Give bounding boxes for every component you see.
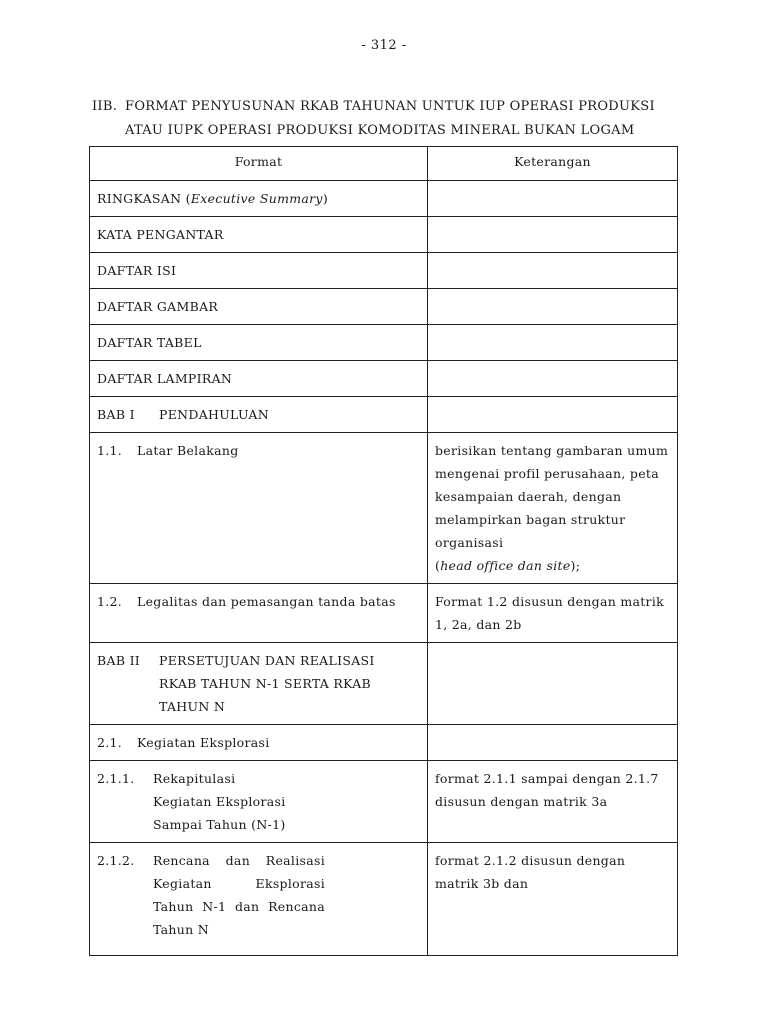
- table-row: [90, 181, 678, 217]
- row-daftar-gambar: DAFTAR GAMBAR: [90, 289, 428, 325]
- bab-title: PENDAHULUAN: [159, 407, 269, 422]
- section-heading: [92, 95, 692, 143]
- item-title: Rencana dan Realisasi Kegiatan Eksplorasi Tahun N-1 dan Rencana Tahun N: [153, 853, 325, 937]
- heading-line-2: ATAU IUPK OPERASI PRODUKSI KOMODITAS MINERAL BUKAN LOGAM: [125, 123, 635, 138]
- row-1-2: [90, 584, 428, 643]
- row-keterangan-empty: [428, 325, 678, 361]
- table-row: [90, 361, 678, 397]
- row-1-1: [90, 433, 428, 584]
- rkab-format-table: [89, 146, 678, 956]
- row-2-1: [90, 725, 428, 761]
- item-title: Rekapitulasi Kegiatan Eksplorasi Sampai Tahun (N-1): [153, 771, 286, 832]
- row-1-2-keterangan: Format 1.2 disusun dengan matrik 1, 2a, dan 2b: [428, 584, 678, 643]
- row-1-1-keterangan: berisikan tentang gambaran umum mengenai profil perusahaan, peta kesampaian daerah, dengan melampirkan bagan struktur organisasi (head office dan site);: [428, 433, 678, 584]
- table-row: [90, 289, 678, 325]
- table-row: [90, 761, 678, 843]
- table-row: [90, 253, 678, 289]
- row-keterangan-empty: [428, 253, 678, 289]
- bab-number: BAB I: [97, 407, 135, 422]
- row-daftar-lampiran: DAFTAR LAMPIRAN: [90, 361, 428, 397]
- row-bab-1: [90, 397, 428, 433]
- table-row: [90, 325, 678, 361]
- row-ringkasan: RINGKASAN (Executive Summary): [90, 181, 428, 217]
- row-keterangan-empty: [428, 181, 678, 217]
- header-keterangan: Keterangan: [428, 147, 678, 181]
- table-row: [90, 643, 678, 725]
- row-bab-2: [90, 643, 428, 725]
- header-format: Format: [90, 147, 428, 181]
- table-row: [90, 217, 678, 253]
- item-number: 2.1.2.: [97, 853, 135, 868]
- item-title: Latar Belakang: [137, 443, 239, 458]
- table-row: [90, 843, 678, 956]
- row-kata-pengantar: KATA PENGANTAR: [90, 217, 428, 253]
- table-row: [90, 584, 678, 643]
- table-header-row: [90, 147, 678, 181]
- table-row: [90, 397, 678, 433]
- item-title: Legalitas dan pemasangan tanda batas: [137, 594, 396, 609]
- section-number: IIB.: [92, 99, 118, 114]
- bab-number: BAB II: [97, 653, 141, 668]
- item-number: 2.1.1.: [97, 771, 135, 786]
- page-number: - 312 -: [361, 38, 407, 53]
- heading-line-1: FORMAT PENYUSUNAN RKAB TAHUNAN UNTUK IUP OPERASI PRODUKSI: [125, 99, 655, 114]
- row-2-1-1-keterangan: format 2.1.1 sampai dengan 2.1.7 disusun dengan matrik 3a: [428, 761, 678, 843]
- table-row: [90, 725, 678, 761]
- row-2-1-2: [90, 843, 428, 956]
- row-keterangan-empty: [428, 217, 678, 253]
- row-keterangan-empty: [428, 725, 678, 761]
- bab-title: PERSETUJUAN DAN REALISASI RKAB TAHUN N-1 SERTA RKAB TAHUN N: [159, 653, 375, 714]
- item-number: 1.1.: [97, 443, 123, 458]
- row-keterangan-empty: [428, 361, 678, 397]
- item-title: Kegiatan Eksplorasi: [137, 735, 270, 750]
- row-keterangan-empty: [428, 643, 678, 725]
- row-keterangan-empty: [428, 289, 678, 325]
- item-number: 1.2.: [97, 594, 123, 609]
- row-daftar-isi: DAFTAR ISI: [90, 253, 428, 289]
- row-2-1-2-keterangan: format 2.1.2 disusun dengan matrik 3b dan: [428, 843, 678, 956]
- item-number: 2.1.: [97, 735, 123, 750]
- row-keterangan-empty: [428, 397, 678, 433]
- table-row: [90, 433, 678, 584]
- row-daftar-tabel: DAFTAR TABEL: [90, 325, 428, 361]
- row-2-1-1: [90, 761, 428, 843]
